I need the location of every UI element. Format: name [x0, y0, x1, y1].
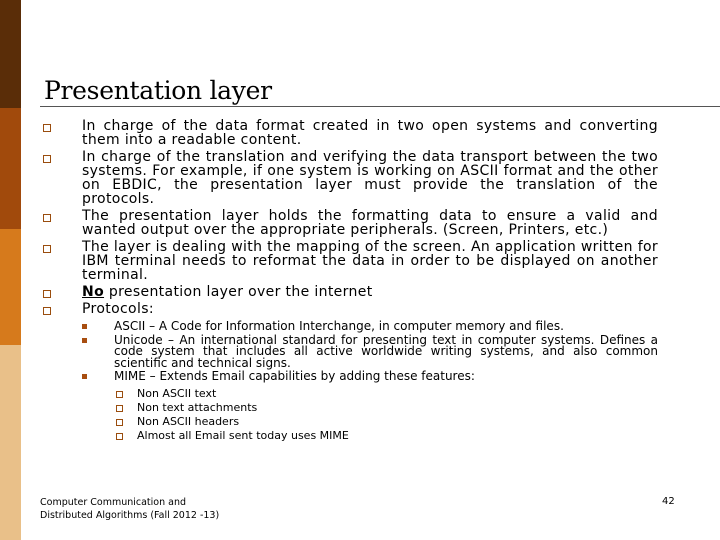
mime-feature-text: Non ASCII text: [137, 386, 217, 400]
protocol-text: MIME – Extends Email capabilities by adding these features:: [114, 369, 475, 383]
bullet-text: In charge of the translation and verifying the data transport between the two systems. For example, if one system is working on ASCII format and the other on EBDIC, the presentation layer must provide the translation of the protocols.: [82, 149, 658, 207]
protocol-text: ASCII – A Code for Information Interchange, in computer memory and files.: [114, 319, 564, 333]
bullet-item: [0, 209, 658, 237]
mime-feature-item: [0, 429, 537, 443]
filled-square-bullet-icon: [82, 338, 87, 343]
sidebar-bar-dark: [0, 0, 21, 108]
bullet-text: The layer is dealing with the mapping of the screen. An application written for IBM terminal needs to reformat the data in order to be displayed on another terminal.: [82, 239, 658, 283]
no-emphasis: No: [82, 284, 105, 300]
square-bullet-icon: [43, 245, 51, 253]
slide-title: Presentation layer: [44, 76, 272, 105]
bullet-item: [0, 240, 658, 282]
protocol-text: Unicode – An international standard for presenting text in computer systems. Defines a code system that includes all active worldwide writing systems, and also common scientific and technical signs.: [114, 332, 658, 370]
square-bullet-icon: [43, 290, 51, 298]
bullet-text: The presentation layer holds the formatting data to ensure a valid and wanted output over the appropriate peripherals. (Screen, Printers, etc.): [82, 208, 658, 238]
slide-content: [0, 119, 720, 443]
bullet-item-no-presentation: [0, 285, 658, 299]
square-bullet-icon: [43, 214, 51, 222]
square-bullet-icon: [116, 419, 123, 426]
page-number: 42: [662, 496, 675, 507]
square-bullet-icon: [43, 124, 51, 132]
slide-footer: Computer Communication and Distributed Algorithms (Fall 2012 -13): [40, 497, 220, 521]
protocol-item-mime: [0, 371, 658, 383]
mime-feature-item: [0, 415, 537, 429]
bullet-item: [0, 150, 658, 206]
square-bullet-icon: [43, 155, 51, 163]
bullet-text: In charge of the data format created in two open systems and converting them into a readable content.: [82, 118, 658, 148]
mime-feature-item: [0, 387, 537, 401]
square-bullet-icon: [116, 433, 123, 440]
bullet-item: [0, 119, 658, 147]
protocol-item-ascii: [0, 321, 658, 333]
bullet-item-protocols: [0, 302, 658, 316]
mime-feature-text: Non text attachments: [137, 400, 258, 414]
square-bullet-icon: [116, 391, 123, 398]
square-bullet-icon: [43, 307, 51, 315]
filled-square-bullet-icon: [82, 324, 87, 329]
mime-feature-item: [0, 401, 537, 415]
bullet-text: presentation layer over the internet: [104, 284, 373, 300]
title-divider: [40, 106, 720, 107]
mime-feature-text: Almost all Email sent today uses MIME: [137, 428, 349, 442]
protocol-item-unicode: [0, 332, 658, 370]
square-bullet-icon: [116, 405, 123, 412]
mime-feature-text: Non ASCII headers: [137, 414, 240, 428]
bullet-text: Protocols:: [82, 301, 154, 317]
filled-square-bullet-icon: [82, 374, 87, 379]
